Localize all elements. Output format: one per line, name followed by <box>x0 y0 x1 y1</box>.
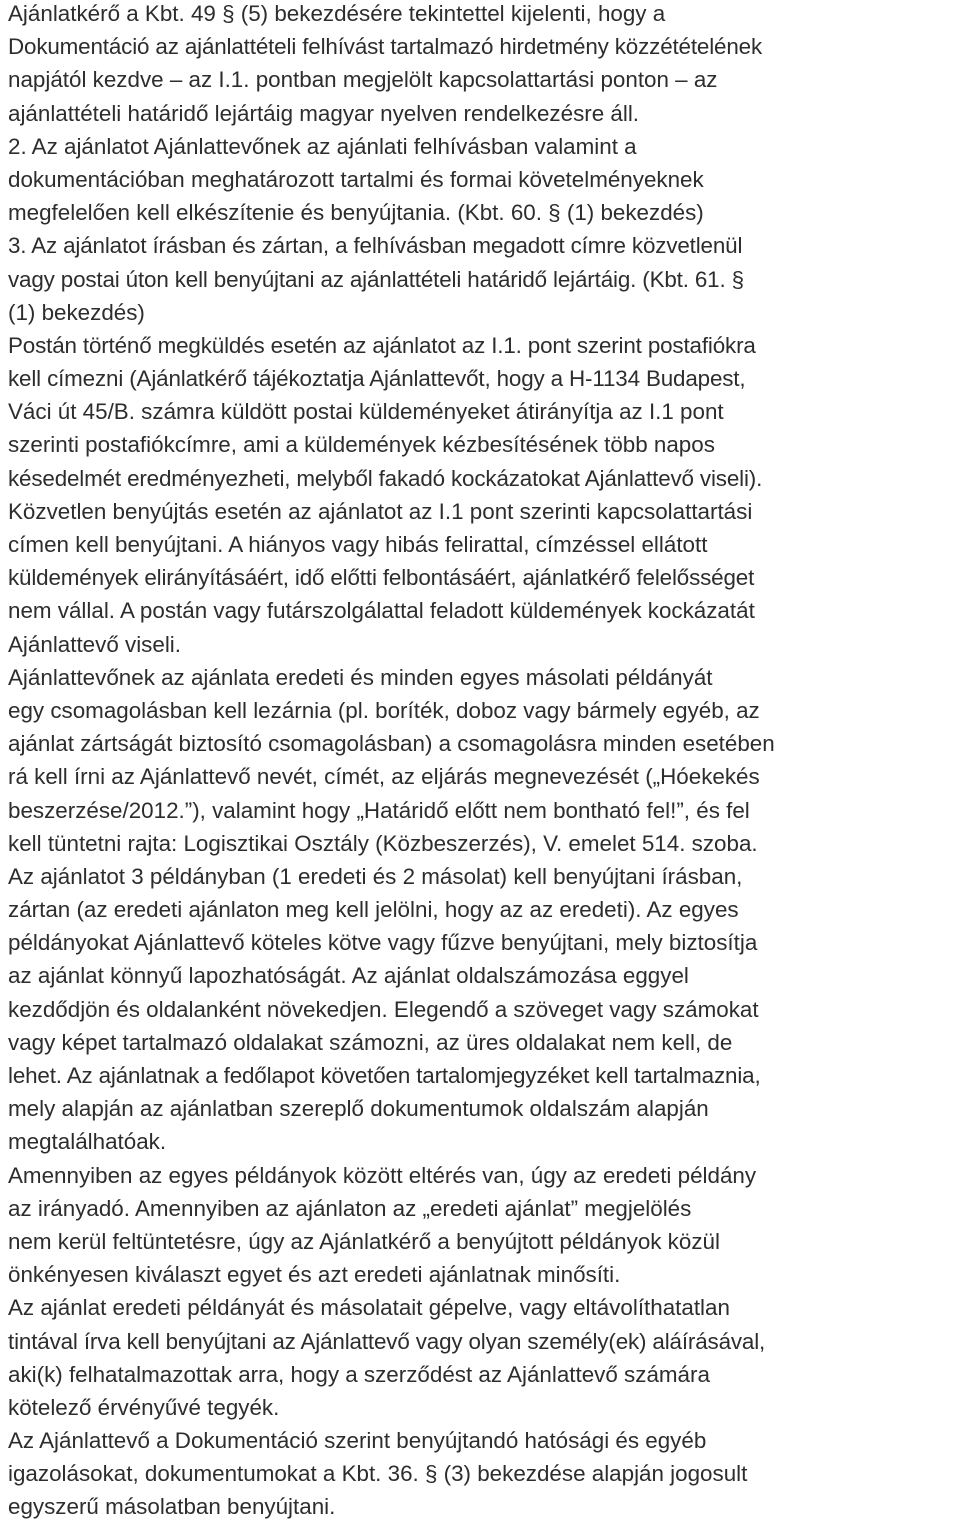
text-line-45: igazolásokat, dokumentumokat a Kbt. 36. § (3) bekezdése alapján jogosult <box>8 1461 748 1487</box>
text-line-37: az irányadó. Amennyiben az ajánlaton az „eredeti ajánlat” megjelölés <box>8 1195 692 1221</box>
text-line-36: Amennyiben az egyes példányok között eltérés van, úgy az eredeti példány <box>8 1162 757 1188</box>
text-line-46: egyszerű másolatban benyújtani. <box>8 1494 336 1520</box>
text-line-34: mely alapján az ajánlatban szereplő dokumentumok oldalszám alapján <box>8 1096 709 1122</box>
text-line-43: kötelező érvényűvé tegyék. <box>8 1394 280 1420</box>
text-line-44: Az Ajánlattevő a Dokumentáció szerint benyújtandó hatósági és egyéb <box>8 1428 707 1454</box>
text-line-14: szerinti postafiókcímre, ami a küldemények kézbesítésének több napos <box>8 432 715 458</box>
text-line-38: nem kerül feltüntetésre, úgy az Ajánlatkérő a benyújtott példányok közül <box>8 1228 720 1254</box>
text-line-24: rá kell írni az Ajánlattevő nevét, címét, az eljárás megnevezését („Hóekekés <box>8 764 760 790</box>
text-line-39: önkényesen kiválaszt egyet és azt eredeti ajánlatnak minősíti. <box>8 1262 621 1288</box>
text-line-23: ajánlat zártságát biztosító csomagolásban) a csomagolásra minden esetében <box>8 731 775 757</box>
text-line-30: az ajánlat könnyű lapozhatóságát. Az ajánlat oldalszámozása eggyel <box>8 963 689 989</box>
text-line-12: kell címezni (Ajánlatkérő tájékoztatja Ajánlattevőt, hogy a H-1134 Budapest, <box>8 366 746 392</box>
text-line-16: Közvetlen benyújtás esetén az ajánlatot az I.1 pont szerinti kapcsolattartási <box>8 498 753 524</box>
text-line-35: megtalálhatóak. <box>8 1129 167 1155</box>
text-line-6: dokumentációban meghatározott tartalmi és formai követelményeknek <box>8 166 704 192</box>
text-line-31: kezdődjön és oldalanként növekedjen. Elegendő a szöveget vagy számokat <box>8 996 759 1022</box>
text-line-42: aki(k) felhatalmazottak arra, hogy a szerződést az Ajánlattevő számára <box>8 1361 710 1387</box>
text-line-1: Ajánlatkérő a Kbt. 49 § (5) bekezdésére tekintettel kijelenti, hogy a <box>8 1 666 26</box>
text-line-21: Ajánlattevőnek az ajánlata eredeti és minden egyes másolati példányát <box>8 664 713 690</box>
text-line-8: 3. Az ajánlatot írásban és zártan, a felhívásban megadott címre közvetlenül <box>8 233 743 259</box>
text-line-18: küldemények elirányításáért, idő előtti felbontásáért, ajánlatkérő felelősséget <box>8 565 755 591</box>
text-line-26: kell tüntetni rajta: Logisztikai Osztály (Közbeszerzés), V. emelet 514. szoba. <box>8 830 758 856</box>
text-line-2: Dokumentáció az ajánlattételi felhívást tartalmazó hirdetmény közzétételének <box>8 34 763 60</box>
text-line-27: Az ajánlatot 3 példányban (1 eredeti és 2 másolat) kell benyújtani írásban, <box>8 863 743 889</box>
text-line-28: zártan (az eredeti ajánlaton meg kell jelölni, hogy az az eredeti). Az egyes <box>8 897 739 923</box>
text-line-10: (1) bekezdés) <box>8 299 145 325</box>
text-line-9: vagy postai úton kell benyújtani az ajánlattételi határidő lejártáig. (Kbt. 61. § <box>8 266 744 292</box>
text-line-15: késedelmét eredményezheti, melyből fakadó kockázatokat Ajánlattevő viseli). <box>8 465 763 491</box>
text-line-29: példányokat Ajánlattevő köteles kötve vagy fűzve benyújtani, mely biztosítja <box>8 930 758 956</box>
text-line-3: napjától kezdve – az I.1. pontban megjelölt kapcsolattartási ponton – az <box>8 67 718 93</box>
text-line-22: egy csomagolásban kell lezárnia (pl. boríték, doboz vagy bármely egyéb, az <box>8 697 760 723</box>
text-line-4: ajánlattételi határidő lejártáig magyar nyelven rendelkezésre áll. <box>8 100 640 126</box>
text-line-5: 2. Az ajánlatot Ajánlattevőnek az ajánlati felhívásban valamint a <box>8 133 637 159</box>
text-line-20: Ajánlattevő viseli. <box>8 631 181 657</box>
text-line-7: megfelelően kell elkészítenie és benyújtania. (Kbt. 60. § (1) bekezdés) <box>8 200 704 226</box>
text-line-41: tintával írva kell benyújtani az Ajánlattevő vagy olyan személy(ek) aláírásával, <box>8 1328 766 1354</box>
text-line-40: Az ajánlat eredeti példányát és másolatait gépelve, vagy eltávolíthatatlan <box>8 1295 730 1321</box>
text-line-32: vagy képet tartalmazó oldalakat számozni, az üres oldalakat nem kell, de <box>8 1029 733 1055</box>
text-line-13: Váci út 45/B. számra küldött postai küldeményeket átirányítja az I.1 pont <box>8 399 724 425</box>
text-line-11: Postán történő megküldés esetén az ajánlatot az I.1. pont szerint postafiókra <box>8 332 756 358</box>
text-line-25: beszerzése/2012.”), valamint hogy „Határidő előtt nem bontható fel!”, és fel <box>8 797 750 823</box>
text-line-33: lehet. Az ajánlatnak a fedőlapot követően tartalomjegyzéket kell tartalmaznia, <box>8 1063 761 1088</box>
text-line-17: címen kell benyújtani. A hiányos vagy hibás felirattal, címzéssel ellátott <box>8 532 708 557</box>
text-line-19: nem vállal. A postán vagy futárszolgálattal feladott küldemények kockázatát <box>8 598 755 624</box>
